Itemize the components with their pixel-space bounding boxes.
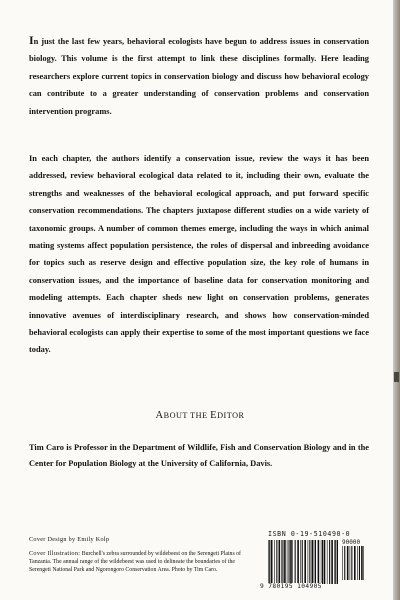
editor-bio-text: is Professor in the Department of Wildlife, Fish and Conservation Biology and in the Center for Population Biology at the University of California, Davis. — [29, 443, 369, 468]
cover-illustration-label: Cover Illustration: — [29, 550, 81, 557]
barcode-bar — [300, 540, 301, 584]
barcode-bar — [357, 546, 358, 580]
barcode-bar — [289, 540, 290, 584]
cover-design-label: Cover Design by Emily Kolp — [29, 536, 110, 543]
spine-mark — [394, 372, 399, 382]
intro-paragraph — [29, 32, 369, 120]
barcode-bar — [279, 540, 281, 584]
ean-barcode — [268, 540, 338, 584]
barcode-bar — [297, 540, 299, 584]
barcode-bar — [350, 546, 351, 580]
barcode-bar — [334, 540, 335, 584]
barcode-bar — [361, 546, 363, 580]
barcode-bar — [344, 546, 345, 580]
barcode-bar — [276, 540, 277, 584]
barcode-bar — [308, 540, 309, 584]
cover-design-credit — [29, 536, 244, 544]
heading-cap-c: E — [210, 410, 218, 421]
barcode-bar — [321, 540, 322, 584]
barcode-bar — [359, 546, 360, 580]
isbn-number: ISBN 0-19-510490-0 — [268, 530, 351, 538]
barcode-block — [256, 530, 368, 592]
barcode-bar — [335, 540, 336, 584]
cover-illustration-credit — [29, 550, 244, 574]
heading-sc-b: BOUT THE — [163, 411, 211, 420]
barcode-bar — [324, 540, 326, 584]
barcode-bar — [274, 540, 275, 584]
barcode-bar — [354, 546, 356, 580]
barcode-bar — [327, 540, 328, 584]
barcode-bar — [295, 540, 296, 584]
addon-barcode — [342, 546, 365, 580]
barcode-bar — [329, 540, 330, 584]
barcode-bar — [337, 540, 338, 584]
editor-name: Tim Caro — [29, 443, 64, 452]
editor-bio-paragraph — [29, 440, 369, 472]
ean-digits: 9 780195 104905 — [260, 583, 322, 590]
barcode-bar — [271, 540, 273, 584]
barcode-bar — [304, 540, 306, 584]
barcode-bar — [312, 540, 314, 584]
barcode-bar — [318, 540, 320, 584]
intro-text: n just the last few years, behavioral ecologists have begun to address issues in conservation biology. This volume is the first attempt to link these disciplines formally. Here leading researchers explore current topics in conservation biology and discuss how behavioral ecology can contribute to a greater understanding of conservation problems and conservation intervention programs. — [29, 37, 369, 116]
heading-sc-d: DITOR — [217, 411, 245, 420]
barcode-bar — [351, 546, 352, 580]
barcode-bar — [331, 540, 333, 584]
barcode-bar — [302, 540, 303, 584]
barcode-bar — [284, 540, 286, 584]
barcode-bar — [282, 540, 283, 584]
barcode-bar — [292, 540, 293, 584]
page-edge-shadow — [393, 0, 400, 600]
barcode-bar — [268, 540, 269, 584]
cover-illustration-text: Burchell's zebra surrounded by wildebeest on the Serengeti Plains of Tanzania. The annual range of the wildebeest was used to delineate the boundaries of the Serengeti National Park and Ngorongoro Conservation Area. Photo by Tim Caro. — [29, 551, 241, 573]
barcode-bar — [342, 546, 343, 580]
barcode-bar — [281, 540, 282, 584]
barcode-bar — [347, 546, 349, 580]
barcode-bar — [363, 546, 364, 580]
barcode-bar — [314, 540, 315, 584]
barcode-bar — [290, 540, 292, 584]
intro-drop-cap: I — [29, 33, 34, 47]
price-addon-number: 90000 — [342, 539, 361, 546]
body-paragraph: In each chapter, the authors identify a conservation issue, review the ways it has been addressed, review behavioral ecological data related to it, including their own, evaluate the strengths and weaknesses of the behavioral ecological approach, and put forward specific conservation recommendations. The chapters juxtapose different studies on a wide variety of taxonomic groups. A number of common themes emerge, including the ways in which animal mating systems affect population persistence, the roles of dispersal and inbreeding avoidance for topics such as reserve design and effective population size, the key role of humans in conservation issues, and the importance of baseline data for conservation monitoring and modeling attempts. Each chapter sheds new light on conservation problems, generates innovative avenues of interdisciplinary research, and shows how conservation-minded behavioral ecologists can apply their expertise to some of the most important questions we face today. — [29, 154, 369, 355]
barcode-bar — [322, 540, 323, 584]
heading-cap-a: A — [155, 410, 164, 421]
barcode-bar — [309, 540, 310, 584]
barcode-bar — [315, 540, 316, 584]
barcode-bar — [269, 540, 270, 584]
about-the-editor-heading — [0, 410, 400, 421]
barcode-bar — [287, 540, 288, 584]
